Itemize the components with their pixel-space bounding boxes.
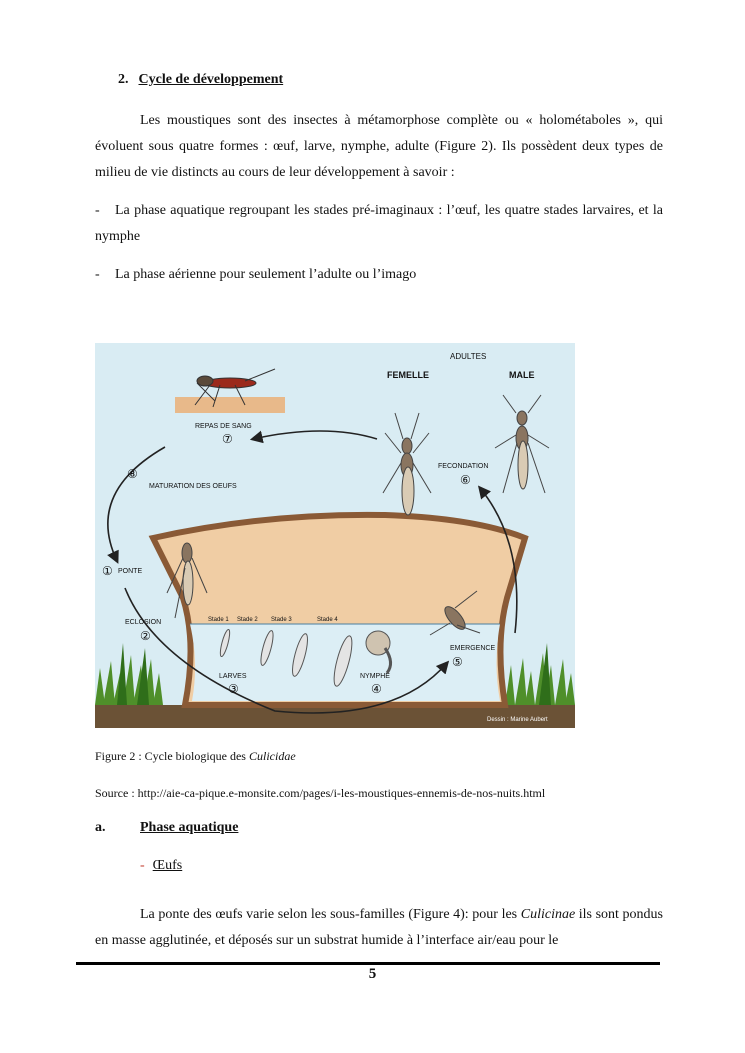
section-title: Cycle de développement xyxy=(138,72,284,87)
label-emergence: EMERGENCE xyxy=(450,645,496,652)
life-cycle-diagram xyxy=(95,343,575,728)
label-nymphe: NYMPHE xyxy=(360,673,390,680)
subsection-title: Phase aquatique xyxy=(140,820,239,835)
figure-credit: Dessin : Marine Aubert xyxy=(487,717,548,723)
subsection-label: a. xyxy=(95,820,106,835)
bullet-aquatic xyxy=(95,198,663,250)
label-male: MALE xyxy=(509,370,535,380)
step-5: ⑤ xyxy=(452,655,463,669)
step-1: ① xyxy=(102,564,113,578)
bullet-text: La phase aquatique regroupant les stades pré-imaginaux : l’œuf, les quatre stades larvaires, et la nymphe xyxy=(95,203,663,244)
eggs-paragraph xyxy=(95,902,663,954)
label-larves: LARVES xyxy=(219,673,247,680)
section-heading xyxy=(118,72,283,88)
subsubsection-dash: - xyxy=(140,858,145,873)
caption-taxon: Culicidae xyxy=(248,749,296,763)
section-number: 2. xyxy=(118,72,129,87)
label-stade1: Stade 1 xyxy=(208,617,229,623)
label-ponte: PONTE xyxy=(118,568,143,575)
step-6: ⑥ xyxy=(460,473,471,487)
footer-rule xyxy=(76,962,660,965)
bullet-aerial xyxy=(95,262,663,288)
step-8: ⑧ xyxy=(127,467,138,481)
bullet-text: La phase aérienne pour seulement l’adulte ou l’imago xyxy=(115,267,417,282)
intro-paragraph: Les moustiques sont des insectes à métamorphose complète ou « holométaboles », qui évoluent sous quatre formes : œuf, larve, nymphe, adulte (Figure 2). Ils possèdent deux types de milieu de vie distincts au cours de leur développement à savoir : xyxy=(95,113,663,180)
page-number: 5 xyxy=(368,966,377,982)
figure-caption xyxy=(95,749,296,764)
life-cycle-figure xyxy=(95,343,575,728)
step-3: ③ xyxy=(228,682,239,696)
label-eclosion: ECLOSION xyxy=(125,619,162,626)
label-adultes: ADULTES xyxy=(450,352,487,361)
caption-text: Figure 2 : Cycle biologique des xyxy=(95,749,249,763)
bullet-dash: - xyxy=(95,267,100,282)
step-4: ④ xyxy=(371,682,382,696)
label-stade2: Stade 2 xyxy=(237,617,258,623)
step-7: ⑦ xyxy=(222,432,233,446)
bullet-dash: - xyxy=(95,203,100,218)
subsubsection-heading xyxy=(140,858,182,874)
figure-source: Source : http://aie-ca-pique.e-monsite.com/pages/i-les-moustiques-ennemis-de-nos-nuits.html xyxy=(95,786,546,800)
step-2: ② xyxy=(140,629,151,643)
skin-patch xyxy=(175,397,285,413)
eggs-text-1: La ponte des œufs varie selon les sous-familles (Figure 4): pour les xyxy=(140,907,521,922)
label-maturation: MATURATION DES OEUFS xyxy=(149,483,237,490)
label-fecondation: FECONDATION xyxy=(438,463,489,470)
label-stade4: Stade 4 xyxy=(317,617,338,623)
subsection-heading xyxy=(95,820,238,836)
subsubsection-title: Œufs xyxy=(152,858,183,873)
label-stade3: Stade 3 xyxy=(271,617,292,623)
label-femelle: FEMELLE xyxy=(387,370,429,380)
label-repas: REPAS DE SANG xyxy=(195,423,252,430)
eggs-text-2: ils sont pondus en masse agglutinée, et déposés sur un substrat humide à l’interface air/eau pour le xyxy=(95,907,663,948)
eggs-taxon: Culicinae xyxy=(520,907,576,922)
